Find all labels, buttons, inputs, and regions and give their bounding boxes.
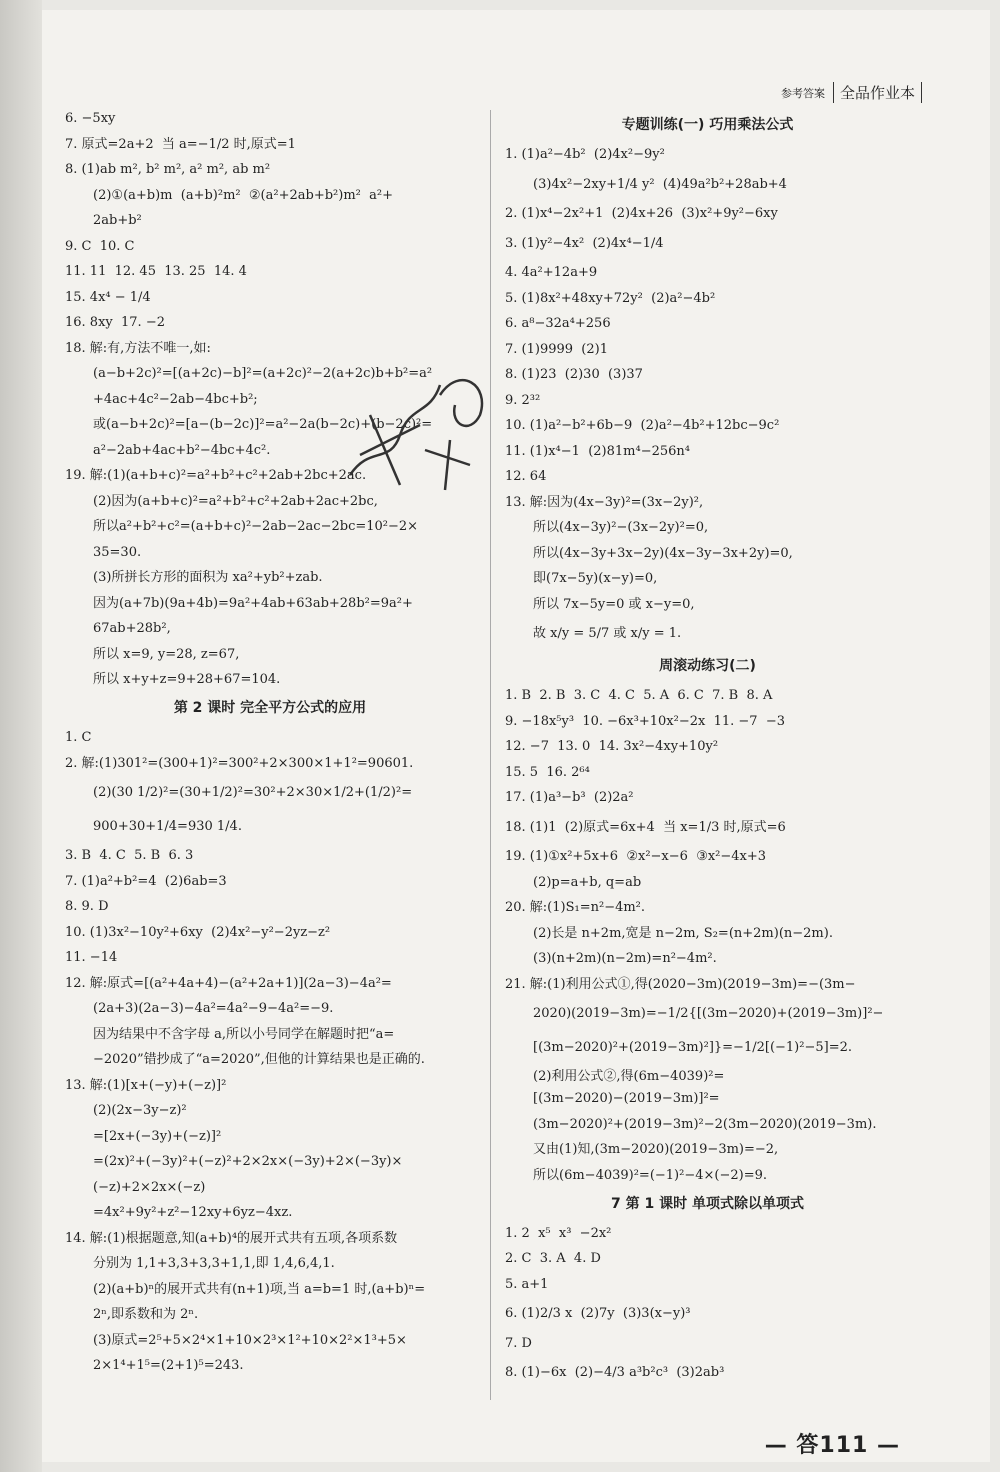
answer-line: 所以(4x−3y)²−(3x−2y)²=0, (533, 520, 709, 535)
answer-line: 7. D (505, 1335, 532, 1351)
answer-line: 3. (1)y²−4x² (2)4x⁴−1/4 (505, 235, 664, 251)
answer-line: 12. 64 (505, 469, 547, 484)
answer-line: 即(7x−5y)(x−y)=0, (533, 571, 658, 586)
answer-line: (2)(2x−3y−z)² (93, 1103, 187, 1118)
answer-line: 10. (1)a²−b²+6b−9 (2)a²−4b²+12bc−9c² (505, 418, 780, 433)
answer-line: 所以a²+b²+c²=(a+b+c)²−2ab−2ac−2bc=10²−2× (93, 519, 419, 534)
answer-line: 2. 解:(1)301²=(300+1)²=300²+2×300×1+1²=90601. (65, 755, 414, 771)
answer-line: 2×1⁴+1⁵=(2+1)⁵=243. (93, 1358, 244, 1373)
answer-line: 20. 解:(1)S₁=n²−4m². (505, 900, 646, 915)
answer-line: 2ab+b² (93, 213, 142, 228)
section-heading: 专题训练(一) 巧用乘法公式 (621, 117, 794, 133)
answer-line: =(2x)²+(−3y)²+(−z)²+2×2x×(−3y)+2×(−3y)× (93, 1154, 403, 1169)
answer-line: 因为结果中不含字母 a,所以小号同学在解题时把“a= (93, 1026, 395, 1042)
answer-line: (−z)+2×2x×(−z) (93, 1179, 206, 1195)
answer-line: 8. (1)ab m², b² m², a² m², ab m² (65, 162, 271, 177)
section-heading: 7 第 1 课时 单项式除以单项式 (611, 1195, 804, 1212)
answer-line: 67ab+28b², (93, 621, 171, 636)
section-heading: 周滚动练习(二) (659, 658, 756, 674)
answer-line: (3m−2020)²+(2019−3m)²−2(3m−2020)(2019−3m). (533, 1116, 877, 1132)
answer-line: =4x²+9y²+z²−12xy+6yz−4xz. (93, 1205, 293, 1220)
answer-line: 9. 2³² (505, 392, 541, 408)
answer-line: 所以 x+y+z=9+28+67=104. (93, 672, 281, 687)
answer-line: 9. C 10. C (65, 238, 135, 254)
answer-line: (2)(a+b)ⁿ的展开式共有(n+1)项,当 a=b=1 时,(a+b)ⁿ= (93, 1281, 426, 1297)
column-divider (490, 110, 491, 1400)
answer-line: 21. 解:(1)利用公式①,得(2020−3m)(2019−3m)=−(3m− (505, 976, 856, 992)
answer-line: 2. C 3. A 4. D (505, 1251, 601, 1266)
page-header (781, 82, 922, 103)
brand-title: 全品作业本 (833, 82, 922, 103)
answer-line: 18. 解:有,方法不唯一,如: (65, 340, 211, 356)
answer-line: 17. (1)a³−b³ (2)2a² (505, 790, 634, 805)
answer-line: 15. 4x⁴ − 1/4 (65, 289, 151, 305)
answer-line: 7. (1)a²+b²=4 (2)6ab=3 (65, 873, 227, 889)
answer-line: 16. 8xy 17. −2 (65, 315, 165, 330)
answer-line: 14. 解:(1)根据题意,知(a+b)⁴的展开式共有五项,各项系数 (65, 1230, 398, 1246)
answer-line: 1. B 2. B 3. C 4. C 5. A 6. C 7. B 8. A (505, 688, 773, 703)
book-spine-shadow (0, 0, 42, 1472)
answer-line: +4ac+4c²−2ab−4bc+b²; (93, 391, 258, 407)
answer-line: 8. 9. D (65, 899, 109, 914)
answer-line: 2. (1)x⁴−2x²+1 (2)4x+26 (3)x²+9y²−6xy (505, 206, 778, 221)
answer-line: 10. (1)3x²−10y²+6xy (2)4x²−y²−2yz−z² (65, 924, 331, 940)
answer-line: 11. 11 12. 45 13. 25 14. 4 (65, 264, 247, 279)
answer-line: 2ⁿ,即系数和为 2ⁿ. (93, 1307, 199, 1322)
answer-line: (3)所拼长方形的面积为 xa²+yb²+zab. (93, 570, 323, 585)
answer-line: 4. 4a²+12a+9 (505, 265, 598, 280)
answer-line: 6. (1)2/3 x (2)7y (3)3(x−y)³ (505, 1306, 691, 1321)
answer-line: (2)因为(a+b+c)²=a²+b²+c²+2ab+2ac+2bc, (93, 493, 378, 509)
answer-line: 2020)(2019−3m)=−1/2{[(3m−2020)+(2019−3m)]²− (533, 1006, 884, 1021)
answer-line: 7. 原式=2a+2 当 a=−1/2 时,原式=1 (65, 136, 296, 152)
answer-line: 故 x/y = 5/7 或 x/y = 1. (533, 626, 682, 641)
answer-line: 11. −14 (65, 950, 118, 965)
answer-line: 所以 x=9, y=28, z=67, (93, 646, 240, 662)
answer-line: 5. (1)8x²+48xy+72y² (2)a²−4b² (505, 290, 716, 306)
answer-line: 1. C (65, 730, 92, 745)
right-answer-column (505, 108, 910, 1392)
answer-line: 6. −5xy (65, 111, 116, 126)
reference-answer-label: 参考答案 (780, 86, 825, 100)
answer-line: (2)p=a+b, q=ab (533, 874, 642, 890)
answer-line: 或(a−b+2c)²=[a−(b−2c)]²=a²−2a(b−2c)+(b−2c)²= (93, 417, 433, 432)
answer-line: 12. −7 13. 0 14. 3x²−4xy+10y² (505, 739, 719, 754)
answer-line: (3)(n+2m)(n−2m)=n²−4m². (533, 951, 717, 966)
answer-line: 3. B 4. C 5. B 6. 3 (65, 848, 194, 863)
answer-line: 7. (1)9999 (2)1 (505, 341, 608, 357)
answer-line: 13. 解:(1)[x+(−y)+(−z)]² (65, 1077, 227, 1093)
answer-line: (3)4x²−2xy+1/4 y² (4)49a²b²+28ab+4 (533, 176, 787, 192)
answer-line: 18. (1)1 (2)原式=6x+4 当 x=1/3 时,原式=6 (505, 819, 786, 835)
answer-line: −2020”错抄成了“a=2020”,但他的计算结果也是正确的. (93, 1052, 425, 1067)
answer-line: 11. (1)x⁴−1 (2)81m⁴−256n⁴ (505, 443, 690, 459)
left-answer-column (65, 108, 475, 1381)
answer-line: 12. 解:原式=[(a²+4a+4)−(a²+2a+1)](2a−3)−4a²= (65, 975, 392, 991)
handwritten-scribble (330, 355, 500, 505)
answer-line: (3)原式=2⁵+5×2⁴×1+10×2³×1²+10×2²×1³+5× (93, 1332, 407, 1348)
answer-line: 13. 解:因为(4x−3y)²=(3x−2y)², (505, 494, 704, 510)
answer-line: 分别为 1,1+3,3+3,3+1,1,即 1,4,6,4,1. (93, 1256, 335, 1271)
answer-line: 1. 2 x⁵ x³ −2x² (505, 1225, 612, 1241)
answer-line: (2a+3)(2a−3)−4a²=4a²−9−4a²=−9. (93, 1001, 334, 1016)
answer-line: (2)利用公式②,得(6m−4039)²=[(3m−2020)−(2019−3m)]²= (533, 1069, 725, 1106)
answer-line: 9. −18x⁵y³ 10. −6x³+10x²−2x 11. −7 −3 (505, 713, 785, 729)
answer-line: 又由(1)知,(3m−2020)(2019−3m)=−2, (533, 1142, 779, 1157)
answer-line: a²−2ab+4ac+b²−4bc+4c². (93, 442, 271, 458)
answer-line: 6. a⁸−32a⁴+256 (505, 316, 611, 331)
section-heading: 第 2 课时 完全平方公式的应用 (173, 700, 367, 716)
answer-line: 35=30. (93, 544, 142, 560)
answer-line: 因为(a+7b)(9a+4b)=9a²+4ab+63ab+28b²=9a²+ (93, 595, 413, 611)
answer-line: 所以 7x−5y=0 或 x−y=0, (533, 596, 695, 612)
answer-line: (a−b+2c)²=[(a+2c)−b]²=(a+2c)²−2(a+2c)b+b²=a² (93, 366, 433, 381)
answer-line: 15. 5 16. 2⁶⁴ (505, 764, 590, 780)
answer-line: =[2x+(−3y)+(−z)]² (93, 1128, 222, 1144)
answer-line: 900+30+1/4=930 1/4. (93, 818, 242, 834)
page-number-footer: — 答111 — (764, 1433, 900, 1458)
answer-line: (2)①(a+b)m (a+b)²m² ②(a²+2ab+b²)m² a²+ (93, 187, 393, 203)
answer-line: 所以(4x−3y+3x−2y)(4x−3y−3x+2y)=0, (533, 545, 793, 561)
answer-line: 19. 解:(1)(a+b+c)²=a²+b²+c²+2ab+2bc+2ac. (65, 468, 367, 483)
answer-line: 8. (1)−6x (2)−4/3 a³b²c³ (3)2ab³ (505, 1365, 725, 1380)
answer-line: 19. (1)①x²+5x+6 ②x²−x−6 ③x²−4x+3 (505, 849, 767, 864)
answer-line: 所以(6m−4039)²=(−1)²−4×(−2)=9. (533, 1167, 768, 1183)
answer-line: 8. (1)23 (2)30 (3)37 (505, 367, 643, 382)
answer-line: 1. (1)a²−4b² (2)4x²−9y² (505, 147, 665, 162)
answer-line: [(3m−2020)²+(2019−3m)²]}=−1/2[(−1)²−5]=2. (533, 1039, 852, 1055)
answer-line: (2)(30 1/2)²=(30+1/2)²=30²+2×30×1/2+(1/2)²= (93, 785, 413, 800)
answer-line: 5. a+1 (505, 1276, 549, 1292)
answer-line: (2)长是 n+2m,宽是 n−2m, S₂=(n+2m)(n−2m). (533, 925, 833, 941)
